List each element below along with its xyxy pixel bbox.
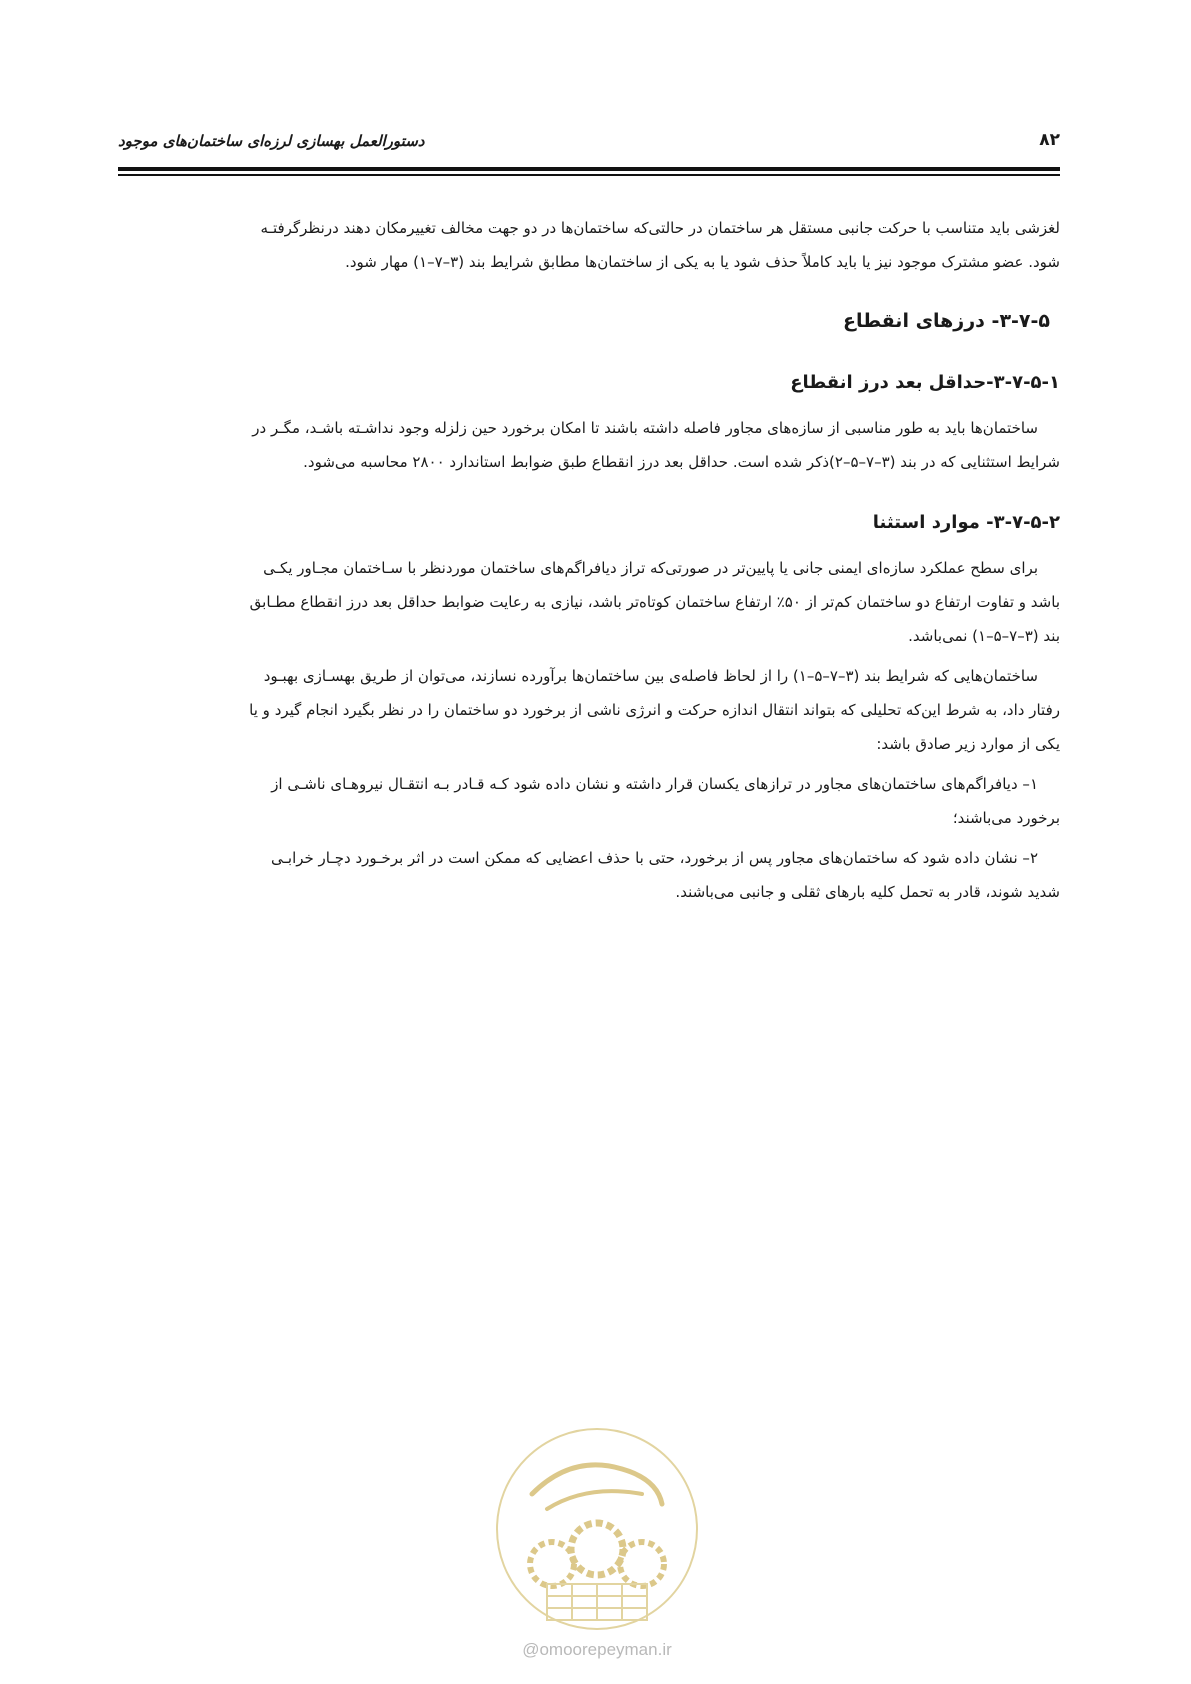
list-item-line: ۲– نشان داده شود که ساختمان‌های مجاور پس از برخورد، حتی با حذف اعضایی که ممکن است در اثر برخـورد دچـار خرابـی [271,849,1038,867]
subsection1-paragraph [118,411,1060,479]
intro-paragraph [118,211,1060,279]
section-heading: ۳-۷-۵- درزهای انقطاع [843,310,1050,332]
paragraph-line: رفتار داد، به شرط این‌که تحلیلی که بتواند انتقال اندازه حرکت و انرژی ناشی از برخورد دو ساختمان را در نظر بگیرد انجام گیرد و یا [249,701,1060,719]
exception-paragraph-2 [118,659,1060,761]
paragraph-line: یکی از موارد زیر صادق باشد: [876,735,1060,753]
list-item-line: شدید شوند، قادر به تحمل کلیه بارهای ثقلی و جانبی می‌باشند. [675,883,1060,901]
list-item-line: برخورد می‌باشند؛ [952,809,1060,827]
page-body [118,211,1060,909]
subsection-heading: ۳-۷-۵-۱-حداقل بعد درز انقطاع [790,372,1060,393]
page-number: ۸۲ [1039,130,1060,150]
watermark-logo [492,1424,702,1634]
paragraph-line: باشد و تفاوت ارتفاع دو ساختمان کم‌تر از ۵۰٪ ارتفاع ساختمان کوتاه‌تر باشد، نیازی به رعایت ضوابط حداقل بعد درز انقطاع مطـابق [249,593,1060,611]
paragraph-line: ساختمان‌هایی که شرایط بند (۳–۷–۵–۱) را از لحاظ فاصله‌ی بین ساختمان‌ها برآورده نسازند، می‌توان از طریق بهسـازی بهبـود [263,667,1038,685]
list-item-line: ۱– دیافراگم‌های ساختمان‌های مجاور در ترازهای یکسان قرار داشته و نشان داده شود کـه قـادر بـه انتقـال نیروهـای ناشـی از [271,775,1038,793]
exception-paragraph-1 [118,551,1060,653]
paragraph-line: ساختمان‌ها باید به طور مناسبی از سازه‌های مجاور فاصله داشته باشند تا امکان برخورد حین زلزله وجود نداشـته باشـد، مگـر در [252,419,1038,437]
running-header-title: دستورالعمل بهسازی لرزه‌ای ساختمان‌های موجود [118,132,425,150]
paragraph-line: شرایط استثنایی که در بند (۳–۷–۵–۲)ذکر شده است. حداقل بعد درز انقطاع طبق ضوابط استاندارد ۲۸۰۰ محاسبه می‌شود. [303,453,1060,471]
paragraph-line: بند (۳–۷–۵–۱) نمی‌باشد. [908,627,1060,645]
page-header [118,118,1060,158]
watermark-site: @omoorepeyman.ir [522,1640,672,1659]
subsection-heading: ۳-۷-۵-۲- موارد استثنا [872,512,1060,533]
intro-line: لغزشی باید متناسب با حرکت جانبی مستقل هر ساختمان در حالتی‌که ساختمان‌ها در دو جهت مخالف تغییرمکان دهند درنظرگرفتـه [260,219,1060,237]
list-item-1 [118,767,1060,835]
header-rule-thick [118,167,1060,171]
paragraph-line: برای سطح عملکرد سازه‌ای ایمنی جانی یا پایین‌تر در صورتی‌که تراز دیافراگم‌های ساختمان موردنظر با سـاختمان مجـاور یکـی [263,559,1038,577]
header-rule-thin [118,174,1060,176]
list-item-2 [118,841,1060,909]
intro-line: شود. عضو مشترک موجود نیز یا باید کاملاً حذف شود یا به یکی از ساختمان‌ها مطابق شرایط بند (۳–۷–۱) مهار شود. [345,253,1060,271]
